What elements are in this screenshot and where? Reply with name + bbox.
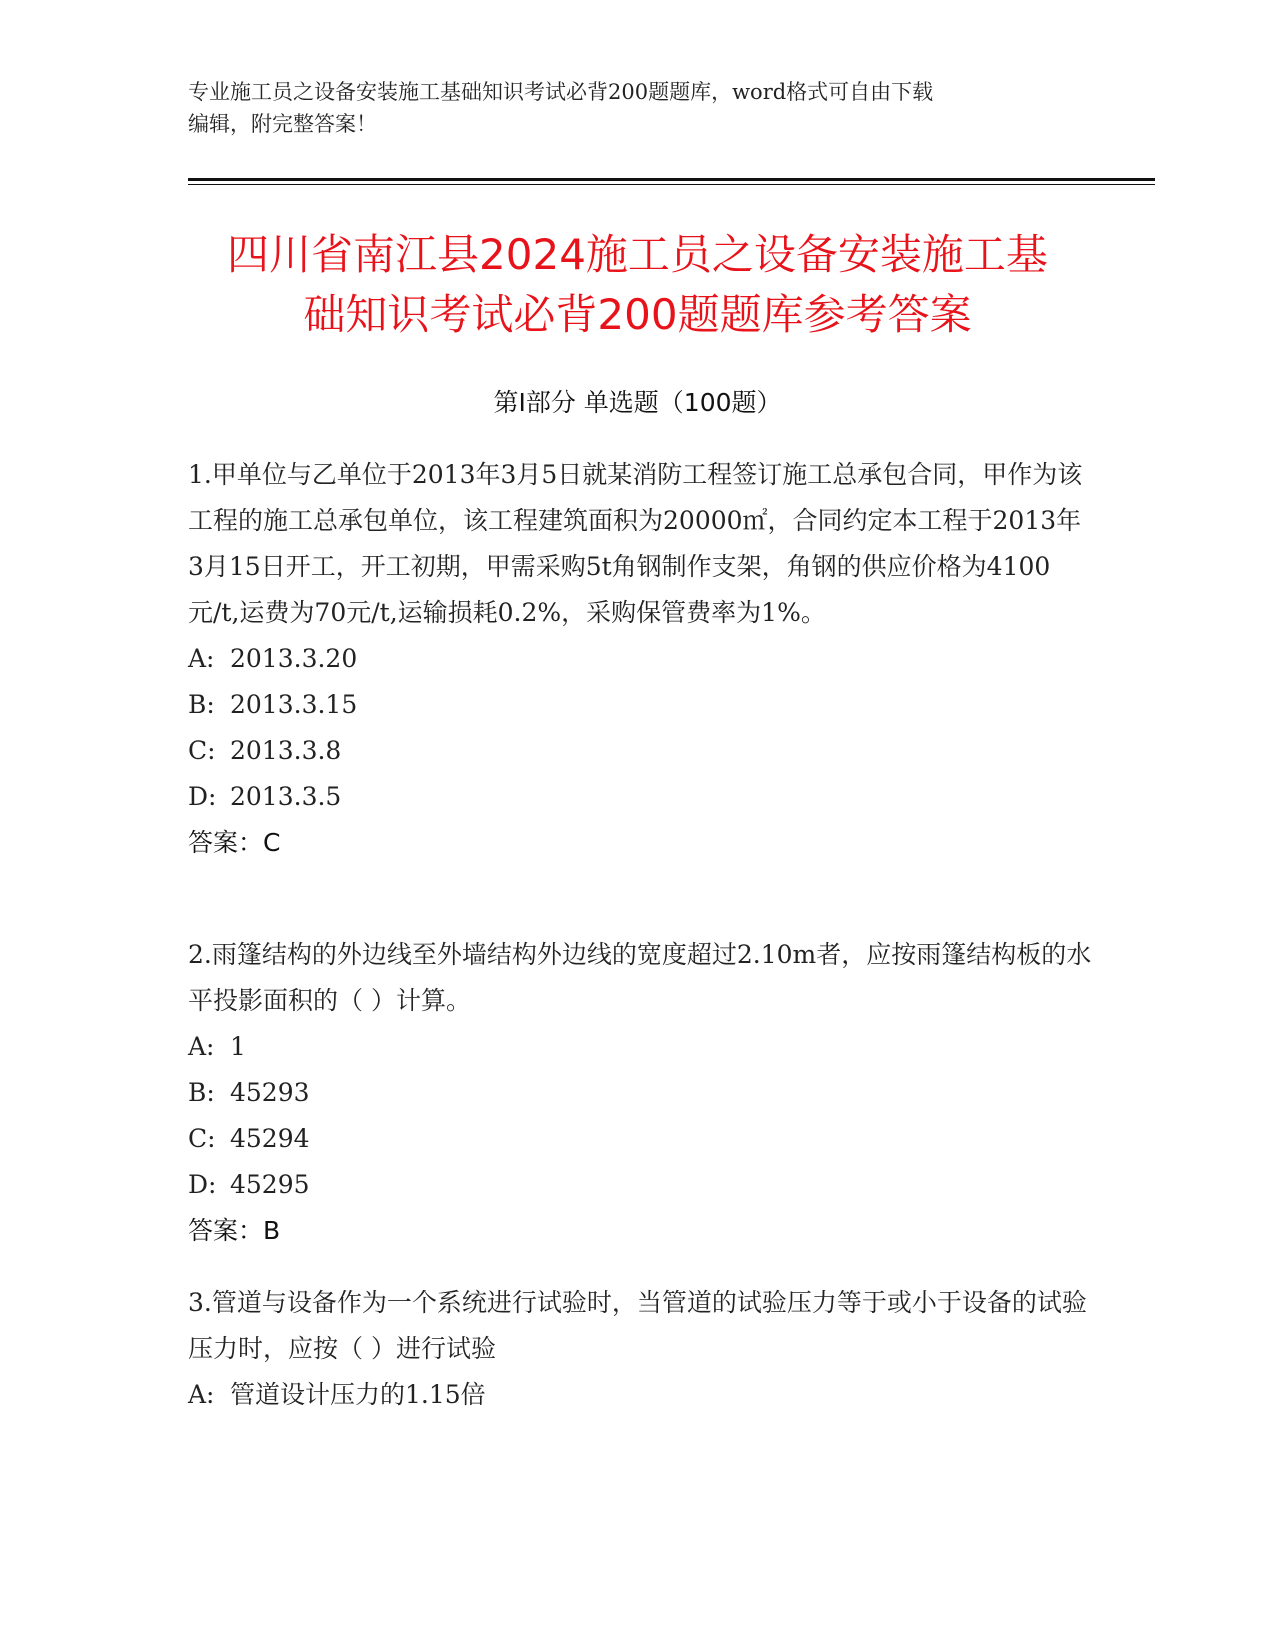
option-text: 2013.3.5: [230, 782, 342, 811]
document-title-line1: 四川省南江县2024施工员之设备安装施工基: [227, 230, 1048, 279]
question-stem: 2.雨篷结构的外边线至外墙结构外边线的宽度超过2.10m者，应按雨篷结构板的水平投影面积的（ ）计算。: [188, 940, 1092, 1015]
option-letter: C:: [188, 1124, 216, 1153]
option-letter: B:: [188, 1078, 215, 1107]
section-title: 第Ⅰ部分 单选题（100题）: [493, 388, 782, 417]
option-letter: D:: [188, 782, 217, 811]
option-letter: A:: [188, 1032, 215, 1061]
header-note: [188, 76, 1088, 140]
option-a: [188, 1024, 1093, 1070]
option-text: 2013.3.8: [230, 736, 342, 765]
document-title-line2: 础知识考试必背200题题库参考答案: [303, 290, 972, 339]
answer-line: 答案：B: [188, 1216, 281, 1245]
option-text: 2013.3.20: [230, 644, 358, 673]
option-text: 45293: [230, 1078, 310, 1107]
option-text: 2013.3.15: [230, 690, 358, 719]
option-c: [188, 728, 1093, 774]
question-1: [188, 452, 1093, 866]
option-letter: A:: [188, 1380, 215, 1409]
question-2: [188, 932, 1093, 1254]
question-stem: 3.管道与设备作为一个系统进行试验时，当管道的试验压力等于或小于设备的试验压力时，应按（ ）进行试验: [188, 1288, 1087, 1363]
option-b: [188, 682, 1093, 728]
option-text: 45295: [230, 1170, 310, 1199]
option-a: [188, 636, 1093, 682]
answer-line: 答案：C: [188, 828, 281, 857]
option-text: 45294: [230, 1124, 310, 1153]
option-text: 1: [230, 1032, 246, 1061]
option-a: [188, 1372, 1093, 1418]
option-b: [188, 1070, 1093, 1116]
option-letter: C:: [188, 736, 216, 765]
header-divider-thick: [188, 178, 1155, 181]
question-3: [188, 1280, 1093, 1418]
question-stem: 1.甲单位与乙单位于2013年3月5日就某消防工程签订施工总承包合同，甲作为该工程的施工总承包单位，该工程建筑面积为20000㎡，合同约定本工程于2013年3月15日开工，开工初期，甲需采购5t角钢制作支架，角钢的供应价格为4100元/t,运费为70元/t,运输损耗0.2%，采购保管费率为1%。: [188, 460, 1083, 627]
option-c: [188, 1116, 1093, 1162]
option-text: 管道设计压力的1.15倍: [230, 1380, 486, 1409]
header-divider-thin: [188, 184, 1155, 185]
option-d: [188, 1162, 1093, 1208]
option-letter: D:: [188, 1170, 217, 1199]
option-d: [188, 774, 1093, 820]
document-title: [160, 225, 1115, 345]
option-letter: B:: [188, 690, 215, 719]
option-letter: A:: [188, 644, 215, 673]
header-note-line1: 专业施工员之设备安装施工基础知识考试必背200题题库，word格式可自由下载: [188, 80, 934, 104]
header-note-line2: 编辑，附完整答案！: [188, 112, 377, 136]
